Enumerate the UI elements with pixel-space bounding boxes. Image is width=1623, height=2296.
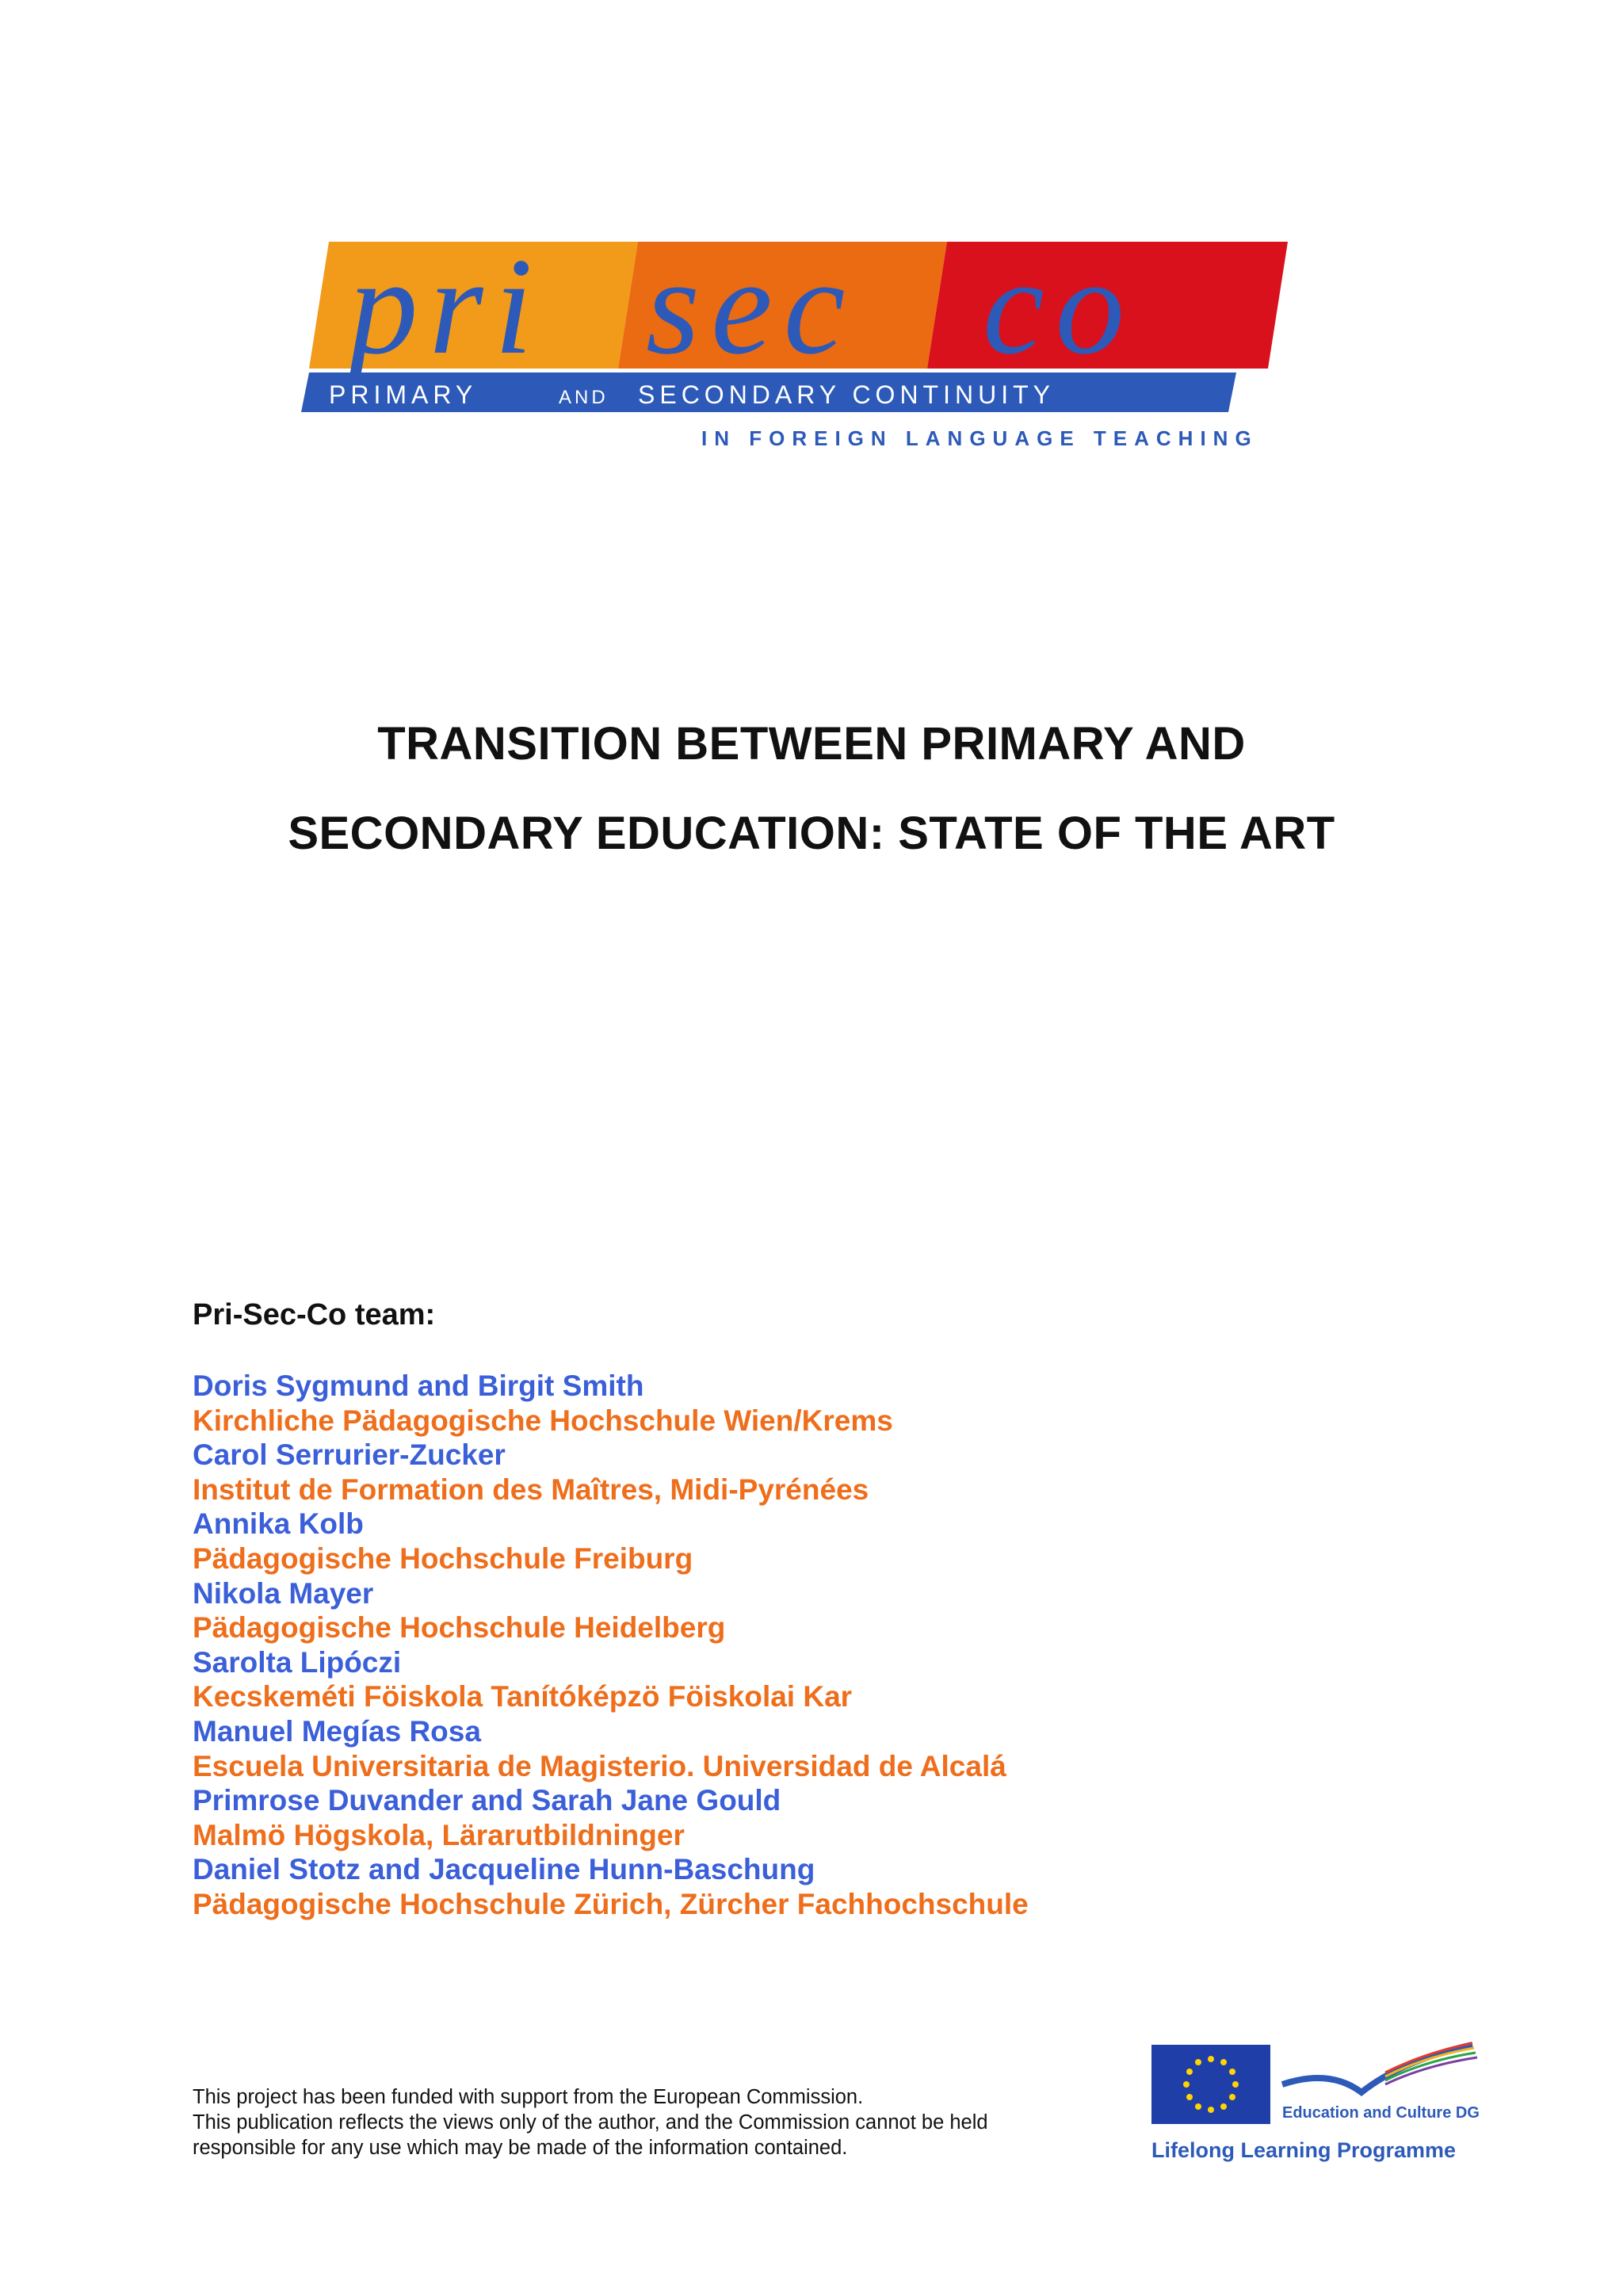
team-members-list — [193, 1369, 1029, 1922]
disclaimer-line-3: responsible for any use which may be made of the information contained. — [193, 2137, 848, 2159]
team-member-person: Doris Sygmund and Birgit Smith — [193, 1370, 644, 1402]
priseco-logo — [285, 226, 1304, 468]
team-member-institution: Institut de Formation des Maîtres, Midi-Pyrénées — [193, 1473, 869, 1506]
dg-label: Education and Culture DG — [1282, 2104, 1480, 2122]
team-member-institution: Pädagogische Hochschule Freiburg — [193, 1541, 693, 1575]
logo-word-pri: pri — [349, 229, 544, 383]
document-title-line-2: SECONDARY EDUCATION: STATE OF THE ART — [288, 808, 1335, 859]
team-member-institution: Pädagogische Hochschule Heidelberg — [193, 1611, 726, 1645]
logo-tagline-primary: PRIMARY — [329, 380, 478, 409]
team-member-person: Manuel Megías Rosa — [193, 1714, 481, 1748]
team-member-person: Annika Kolb — [193, 1507, 364, 1541]
team-member-person: Carol Serrurier-Zucker — [193, 1438, 506, 1472]
logo-tagline-and: AND — [559, 387, 609, 408]
lifelong-learning-swoosh-icon — [1282, 2043, 1477, 2092]
programme-label: Lifelong Learning Programme — [1151, 2138, 1457, 2162]
team-member-person: Nikola Mayer — [193, 1576, 374, 1610]
team-member-institution: Malmö Högskola, Lärarutbildninger — [193, 1818, 685, 1851]
disclaimer-line-1: This project has been funded with support from the European Commission. — [193, 2086, 864, 2108]
team-member-institution: Pädagogische Hochschule Zürich, Zürcher Fachhochschule — [193, 1887, 1029, 1920]
team-member-person: Primrose Duvander and Sarah Jane Gould — [193, 1784, 781, 1817]
team-member-institution: Kirchliche Pädagogische Hochschule Wien/Krems — [193, 1404, 893, 1437]
logo-word-co: co — [983, 229, 1136, 383]
document-title-line-1: TRANSITION BETWEEN PRIMARY AND — [377, 718, 1246, 770]
disclaimer-line-2: This publication reflects the views only of the author, and the Commission cannot be held — [193, 2111, 988, 2134]
funding-disclaimer — [193, 2084, 988, 2160]
logo-tagline-secondary: IN FOREIGN LANGUAGE TEACHING — [701, 426, 1258, 450]
team-heading: Pri-Sec-Co team: — [193, 1298, 436, 1331]
team-member-person: Daniel Stotz and Jacqueline Hunn-Baschung — [193, 1853, 815, 1886]
team-member-institution: Escuela Universitaria de Magisterio. Universidad de Alcalá — [193, 1749, 1006, 1782]
team-member-person: Sarolta Lipóczi — [193, 1645, 402, 1679]
logo-word-sec: sec — [646, 229, 857, 383]
logo-tagline-rest: SECONDARY CONTINUITY — [638, 380, 1055, 409]
team-member-institution: Kecskeméti Föiskola Tanítóképzö Föiskolai Kar — [193, 1680, 853, 1713]
eu-lifelong-learning-logo — [1148, 2037, 1488, 2172]
